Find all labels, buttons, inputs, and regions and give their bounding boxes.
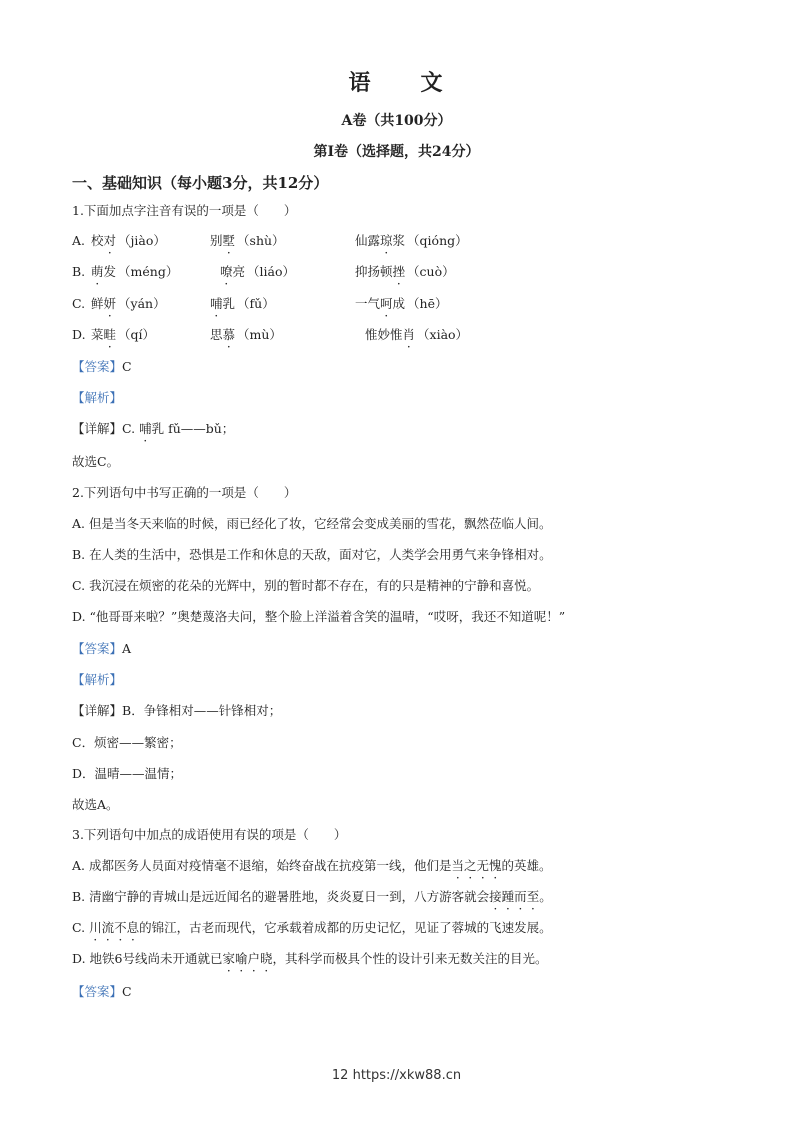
pinyin: （qióng）: [407, 233, 468, 248]
q2-option-d: D. “他哥哥来啦？”奥楚蔑洛夫问，整个脸上洋溢着含笑的温晴，“哎呀，我还不知道呢！”: [72, 609, 566, 624]
q1-option-label: C.: [72, 296, 86, 311]
q3-answer: [72, 984, 132, 1000]
word-text: 抑扬顿: [355, 264, 393, 279]
dotted-char: 嘹: [220, 264, 233, 279]
option-text: 。: [539, 889, 552, 904]
q1-option-label: B.: [72, 264, 86, 279]
dotted-char: 晓: [260, 951, 273, 966]
word-text: 校: [91, 233, 104, 248]
dotted-char: 川: [89, 920, 102, 935]
q1-option-word: [210, 327, 282, 343]
q3-option: [72, 920, 552, 936]
pinyin: （liáo）: [247, 264, 296, 279]
q1-option-label: D.: [72, 327, 86, 342]
word-text: 思: [210, 327, 223, 342]
dotted-char: 户: [247, 951, 261, 966]
pinyin: （méng）: [118, 264, 179, 279]
word-text: 别: [210, 233, 223, 248]
dotted-char: 流: [101, 920, 115, 935]
word-text: 鲜: [91, 296, 104, 311]
dotted-char: 踵: [501, 889, 515, 904]
detail-text: C.: [122, 421, 140, 436]
page-title: 语 文: [348, 70, 445, 96]
page-footer: 12 https://xkw88.cn: [331, 1068, 462, 1083]
dotted-char: 息: [126, 920, 140, 935]
q2-detail-3: D．温晴——温情；: [72, 766, 183, 781]
answer-tag: 【答案】: [72, 641, 123, 656]
q1-option-word: [210, 296, 275, 312]
detail-text: 乳 fǔ——bǔ；: [151, 421, 235, 436]
word-text: 发: [103, 264, 117, 279]
pinyin: （shù）: [237, 233, 285, 248]
option-text: B. 清幽宁静的青城山是远近闻名的避暑胜地，炎炎夏日一到，八方游客就会: [72, 889, 490, 904]
q1-option-word: [355, 296, 448, 312]
pinyin: （jiào）: [118, 233, 166, 248]
answer-tag: 【答案】: [72, 984, 123, 999]
dotted-char: 畦: [103, 327, 117, 342]
word-text: 成: [392, 296, 406, 311]
q2-answer: [72, 641, 131, 657]
dotted-char: 墅: [222, 233, 236, 248]
pinyin: （xiào）: [417, 327, 469, 342]
dotted-char: 对: [103, 233, 117, 248]
answer-value: C: [122, 984, 132, 999]
q1-option-word: [91, 264, 178, 280]
dotted-char: 至: [526, 889, 540, 904]
detail-tag: 【详解】: [72, 421, 123, 436]
q2-analysis-tag: 【解析】: [72, 672, 123, 687]
dotted-char: 哺: [139, 421, 152, 436]
word-text: 亮: [232, 264, 246, 279]
part-a-heading: A卷（共100分）: [341, 113, 452, 129]
q1-option-word: [355, 233, 468, 249]
q1-option-word: [91, 233, 166, 249]
dotted-char: 琼: [380, 233, 393, 248]
q2-detail-1: [72, 703, 281, 719]
section-heading: 一、基础知识（每小题3分，共12分）: [72, 174, 329, 192]
answer-value: A: [122, 641, 132, 656]
word-text: 菜: [91, 327, 104, 342]
detail-text: B．争锋相对——针锋相对；: [122, 703, 282, 718]
word-text: 一气: [355, 296, 381, 311]
option-text: D. 地铁6号线尚未开通就已: [72, 951, 223, 966]
dotted-char: 喻: [235, 951, 248, 966]
q1-detail: [72, 421, 234, 437]
q1-option-word: [355, 264, 455, 280]
q2-conclusion: 故选A。: [72, 797, 119, 812]
q3-option: [72, 858, 552, 874]
pinyin: （cuò）: [407, 264, 455, 279]
question-2-stem: 2.下列语句中书写正确的一项是（ ）: [72, 485, 297, 500]
q1-conclusion: 故选C。: [72, 454, 120, 469]
q1-option-word: [210, 233, 285, 249]
dotted-char: 而: [514, 889, 527, 904]
q1-option-word: [365, 327, 468, 343]
q3-option: [72, 951, 548, 967]
q2-option-b: B. 在人类的生活中，恐惧是工作和休息的天敌，面对它，人类学会用勇气来争锋相对。: [72, 547, 552, 562]
option-text: 的锦江，古老而现代，它承载着成都的历史记忆，见证了蓉城的飞速发展。: [139, 920, 552, 935]
dotted-char: 之: [464, 858, 477, 873]
word-text: 仙露: [355, 233, 381, 248]
pinyin: （hē）: [407, 296, 448, 311]
q3-option: [72, 889, 552, 905]
pinyin: （fǔ）: [237, 296, 275, 311]
word-text: 惟妙惟: [365, 327, 403, 342]
dotted-char: 肖: [402, 327, 416, 342]
dotted-char: 呵: [380, 296, 393, 311]
question-3-stem: 3.下列语句中加点的成语使用有误的项是（ ）: [72, 827, 347, 842]
dotted-char: 慕: [222, 327, 236, 342]
answer-tag: 【答案】: [72, 359, 123, 374]
dotted-char: 不: [114, 920, 127, 935]
option-text: A. 成都医务人员面对疫情毫不退缩，始终奋战在抗疫第一线，他们是: [72, 858, 452, 873]
q1-answer: [72, 359, 132, 375]
q1-option-word: [220, 264, 295, 280]
pinyin: （mù）: [237, 327, 282, 342]
option-text: 的英雄。: [501, 858, 552, 873]
dotted-char: 哺: [210, 296, 223, 311]
dotted-char: 接: [489, 889, 502, 904]
dotted-char: 无: [476, 858, 490, 873]
dotted-char: 愧: [489, 858, 502, 873]
dotted-char: 当: [451, 858, 464, 873]
part-i-heading: 第Ⅰ卷（选择题，共24分）: [313, 144, 480, 160]
option-text: C.: [72, 920, 90, 935]
option-text: ，其科学而极具个性的设计引来无数关注的目光。: [272, 951, 548, 966]
dotted-char: 家: [222, 951, 235, 966]
q2-detail-2: C．烦密——繁密；: [72, 735, 182, 750]
q1-option-word: [91, 296, 166, 312]
dotted-char: 挫: [392, 264, 406, 279]
detail-tag: 【详解】: [72, 703, 123, 718]
question-1-stem: 1.下面加点字注音有误的一项是（ ）: [72, 203, 297, 218]
dotted-char: 萌: [91, 264, 104, 279]
q2-option-a: A. 但是当冬天来临的时候，雨已经化了妆，它经常会变成美丽的雪花，飘然莅临人间。: [72, 516, 552, 531]
dotted-char: 妍: [103, 296, 117, 311]
q1-option-label: A.: [72, 233, 86, 248]
pinyin: （qí）: [118, 327, 156, 342]
pinyin: （yán）: [118, 296, 166, 311]
q2-option-c: C. 我沉浸在烦密的花朵的光辉中，别的暂时都不存在，有的只是精神的宁静和喜悦。: [72, 578, 540, 593]
answer-value: C: [122, 359, 132, 374]
q1-analysis-tag: 【解析】: [72, 390, 123, 405]
word-text: 浆: [392, 233, 406, 248]
q1-option-word: [91, 327, 155, 343]
word-text: 乳: [222, 296, 236, 311]
